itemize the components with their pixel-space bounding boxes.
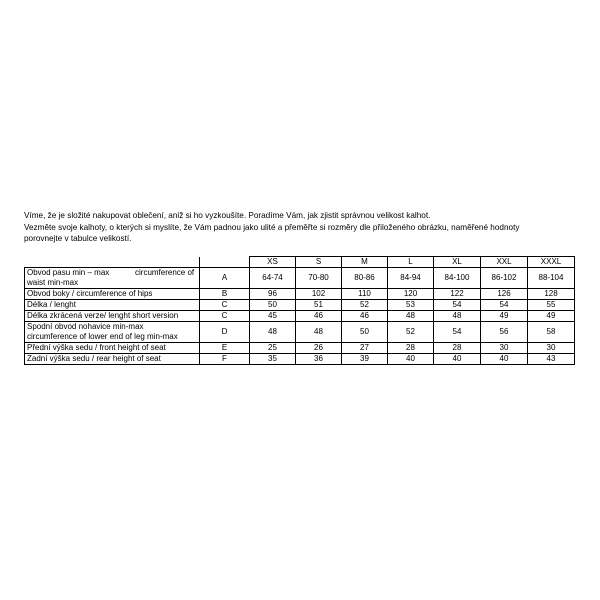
table-row-length <box>25 300 575 311</box>
table-cell: 27 <box>342 343 388 354</box>
table-cell: 84-94 <box>388 268 434 289</box>
intro-line-2: Vezměte svoje kalhoty, o kterých si myslíte, že Vám padnou jako ulité a přeměřte si rozměry dle přiloženého obrázku, naměřené hodnoty <box>24 222 520 232</box>
table-cell: 39 <box>342 354 388 365</box>
table-row-waist <box>25 268 575 289</box>
row-label: Zadní výška sedu / rear height of seat <box>25 354 200 365</box>
table-cell: 54 <box>434 322 481 343</box>
table-row-rear-seat <box>25 354 575 365</box>
table-cell: 43 <box>528 354 575 365</box>
row-label-part: waist min-max <box>27 278 79 287</box>
table-cell: 84-100 <box>434 268 481 289</box>
table-row-hips <box>25 289 575 300</box>
size-header: XXXL <box>528 257 575 268</box>
header-blank-label <box>25 257 200 268</box>
table-cell: 86-102 <box>481 268 528 289</box>
row-code: C <box>200 311 250 322</box>
table-cell: 50 <box>250 300 296 311</box>
row-label <box>25 322 200 343</box>
size-header: XL <box>434 257 481 268</box>
intro-line-1: Víme, že je složité nakupovat oblečení, aniž si ho vyzkoušíte. Poradíme Vám, jak zjistit správnou velikost kalhot. <box>24 211 431 220</box>
table-cell: 40 <box>388 354 434 365</box>
row-label: Délka / lenght <box>25 300 200 311</box>
table-cell: 25 <box>250 343 296 354</box>
table-cell: 48 <box>296 322 342 343</box>
row-label-part: Obvod pasu min – max <box>27 268 110 277</box>
table-cell: 88-104 <box>528 268 575 289</box>
table-cell: 64-74 <box>250 268 296 289</box>
row-label-part: circumference of <box>135 268 195 277</box>
table-cell: 96 <box>250 289 296 300</box>
size-table <box>24 256 575 365</box>
table-cell: 56 <box>481 322 528 343</box>
table-cell: 58 <box>528 322 575 343</box>
row-label: Přední výška sedu / front height of seat <box>25 343 200 354</box>
table-cell: 40 <box>481 354 528 365</box>
table-row-leg-circumference <box>25 322 575 343</box>
table-cell: 54 <box>434 300 481 311</box>
row-code: C <box>200 300 250 311</box>
table-cell: 28 <box>434 343 481 354</box>
row-code: D <box>200 322 250 343</box>
table-row-front-seat <box>25 343 575 354</box>
table-cell: 49 <box>481 311 528 322</box>
intro-line-3: porovnejte v tabulce velikostí. <box>24 234 132 243</box>
table-cell: 35 <box>250 354 296 365</box>
table-cell: 46 <box>342 311 388 322</box>
table-cell: 28 <box>388 343 434 354</box>
table-cell: 49 <box>528 311 575 322</box>
size-header: XXL <box>481 257 528 268</box>
table-cell: 126 <box>481 289 528 300</box>
row-code: E <box>200 343 250 354</box>
header-blank-code <box>200 257 250 268</box>
row-label: Délka zkrácená verze/ lenght short version <box>25 311 200 322</box>
size-header: M <box>342 257 388 268</box>
table-cell: 30 <box>481 343 528 354</box>
row-code: F <box>200 354 250 365</box>
row-code: B <box>200 289 250 300</box>
table-cell: 45 <box>250 311 296 322</box>
table-cell: 26 <box>296 343 342 354</box>
table-cell: 40 <box>434 354 481 365</box>
row-label-part: Spodní obvod nohavice min-max <box>27 322 144 331</box>
table-cell: 80-86 <box>342 268 388 289</box>
row-code: A <box>200 268 250 289</box>
size-header-row <box>25 257 575 268</box>
table-cell: 128 <box>528 289 575 300</box>
table-cell: 48 <box>388 311 434 322</box>
table-cell: 48 <box>250 322 296 343</box>
table-cell: 52 <box>342 300 388 311</box>
table-cell: 51 <box>296 300 342 311</box>
table-cell: 110 <box>342 289 388 300</box>
table-cell: 46 <box>296 311 342 322</box>
table-cell: 54 <box>481 300 528 311</box>
size-header: XS <box>250 257 296 268</box>
table-cell: 70-80 <box>296 268 342 289</box>
table-cell: 50 <box>342 322 388 343</box>
row-label <box>25 268 200 289</box>
table-cell: 122 <box>434 289 481 300</box>
table-cell: 53 <box>388 300 434 311</box>
size-header: L <box>388 257 434 268</box>
table-cell: 55 <box>528 300 575 311</box>
table-row-length-short <box>25 311 575 322</box>
table-cell: 102 <box>296 289 342 300</box>
table-cell: 30 <box>528 343 575 354</box>
size-header: S <box>296 257 342 268</box>
table-cell: 120 <box>388 289 434 300</box>
table-cell: 52 <box>388 322 434 343</box>
table-cell: 48 <box>434 311 481 322</box>
row-label: Obvod boky / circumference of hips <box>25 289 200 300</box>
table-cell: 36 <box>296 354 342 365</box>
intro-text <box>24 210 584 245</box>
row-label-part: circumference of lower end of leg min-max <box>27 332 178 341</box>
